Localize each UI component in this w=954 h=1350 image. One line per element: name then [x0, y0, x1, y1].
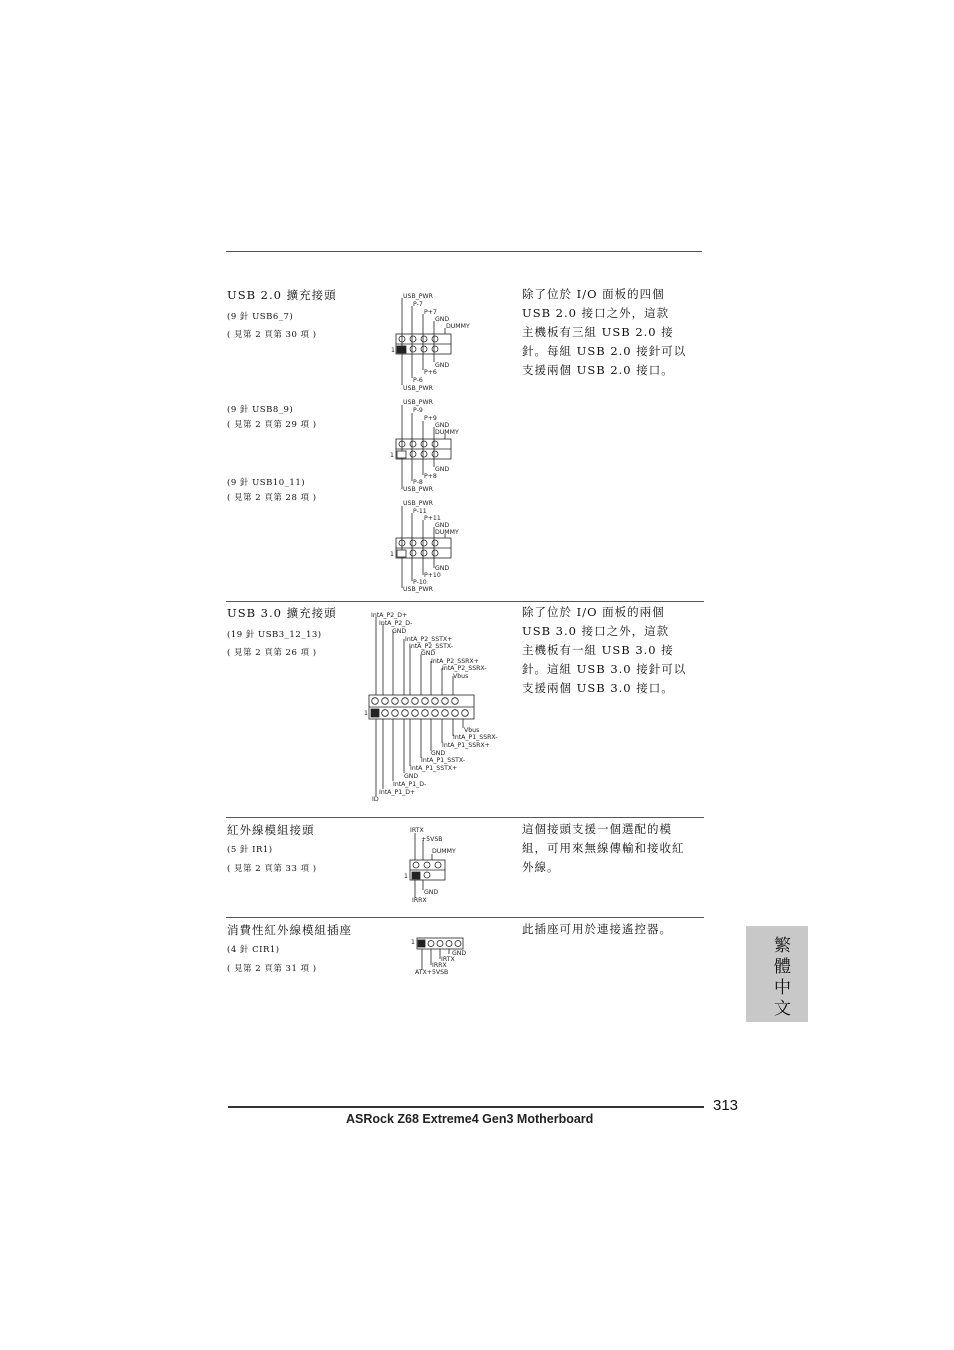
- svg-text:GND: GND: [392, 628, 407, 635]
- svg-text:GND: GND: [421, 650, 436, 657]
- cir-header-diagram: [410, 934, 480, 979]
- svg-text:GND: GND: [404, 773, 419, 780]
- svg-text:USB_PWR: USB_PWR: [403, 385, 433, 392]
- section-pin-info: (9 針 USB10_11): [227, 478, 306, 488]
- section-page-ref: ( 見第 2 頁第 30 項 ): [227, 330, 317, 340]
- svg-text:P-11: P-11: [413, 508, 427, 515]
- section-title: 紅外線模組接頭: [227, 823, 315, 837]
- section-description: 除了位於 I/O 面板的兩個 USB 3.0 接口之外，這款 主機板有一組 USB 3.0 接 針。這組 USB 3.0 接針可以 支援兩個 USB 3.0 接口。: [522, 605, 687, 695]
- svg-text:IntA_P2_SSRX-: IntA_P2_SSRX-: [442, 665, 487, 672]
- svg-text:USB_PWR: USB_PWR: [403, 586, 433, 593]
- top-rule: [226, 251, 702, 252]
- svg-text:P-7: P-7: [413, 301, 423, 308]
- svg-text:1: 1: [390, 551, 394, 558]
- svg-text:USB_PWR: USB_PWR: [403, 399, 433, 406]
- section-page-ref: ( 見第 2 頁第 26 項 ): [227, 648, 317, 658]
- svg-text:P+11: P+11: [424, 515, 441, 522]
- section-title: USB 2.0 擴充接頭: [227, 288, 337, 302]
- svg-text:IntA_P1_SSRX+: IntA_P1_SSRX+: [442, 742, 490, 749]
- usb20-header-diagram: [388, 290, 488, 395]
- svg-text:Vbus: Vbus: [464, 727, 480, 734]
- section-pin-info: (9 針 USB8_9): [227, 405, 294, 415]
- svg-text:IRTX: IRTX: [410, 827, 424, 834]
- svg-text:DUMMY: DUMMY: [432, 848, 456, 855]
- svg-text:DUMMY: DUMMY: [435, 429, 459, 436]
- svg-text:GND: GND: [435, 522, 450, 529]
- svg-text:GND: GND: [452, 950, 467, 957]
- svg-text:IRRX: IRRX: [432, 962, 447, 969]
- svg-text:DUMMY: DUMMY: [435, 529, 459, 536]
- section-pin-info: (4 針 CIR1): [227, 945, 280, 955]
- page-number: 313: [713, 1097, 739, 1114]
- svg-text:P-10: P-10: [413, 579, 427, 586]
- section-title: USB 3.0 擴充接頭: [227, 606, 337, 620]
- svg-text:IntA_P2_D-: IntA_P2_D-: [379, 620, 413, 627]
- svg-text:DUMMY: DUMMY: [446, 323, 470, 330]
- svg-text:P+10: P+10: [424, 572, 441, 579]
- svg-text:IntA_P2_SSRX+: IntA_P2_SSRX+: [431, 658, 479, 665]
- section-page-ref: ( 見第 2 頁第 31 項 ): [227, 964, 317, 974]
- svg-text:IRTX: IRTX: [441, 956, 455, 963]
- section-description: 這個接頭支援一個選配的模 組，可用來無線傳輸和接收紅 外線。: [522, 822, 685, 874]
- svg-text:Vbus: Vbus: [453, 673, 469, 680]
- svg-text:1: 1: [391, 347, 395, 354]
- usb20-header-diagram: [388, 397, 488, 497]
- svg-text:1: 1: [364, 710, 368, 717]
- usb30-header-diagram: [364, 608, 504, 808]
- svg-text:IntA_P2_SSTX-: IntA_P2_SSTX-: [409, 643, 454, 650]
- section-page-ref: ( 見第 2 頁第 28 項 ): [227, 493, 317, 503]
- ir-header-diagram: [404, 824, 474, 906]
- svg-text:IRRX: IRRX: [412, 897, 427, 904]
- section-pin-info: (9 針 USB6_7): [227, 312, 294, 322]
- svg-text:ATX+5VSB: ATX+5VSB: [415, 969, 449, 976]
- svg-text:P+6: P+6: [424, 369, 437, 376]
- section-divider: [226, 817, 704, 818]
- section-page-ref: ( 見第 2 頁第 33 項 ): [227, 864, 317, 874]
- section-description: 此插座可用於連接遙控器。: [522, 922, 672, 936]
- footer-title: ASRock Z68 Extreme4 Gen3 Motherboard: [346, 1112, 594, 1126]
- svg-text:1: 1: [390, 452, 394, 459]
- svg-text:IntA_P2_SSTX+: IntA_P2_SSTX+: [405, 636, 453, 643]
- svg-text:GND: GND: [435, 466, 450, 473]
- svg-text:P+7: P+7: [424, 309, 437, 316]
- svg-text:IntA_P1_D-: IntA_P1_D-: [393, 781, 427, 788]
- svg-text:P-6: P-6: [413, 377, 423, 384]
- svg-text:P-9: P-9: [413, 407, 423, 414]
- svg-text:IntA_P1_SSTX-: IntA_P1_SSTX-: [421, 757, 466, 764]
- svg-text:USB_PWR: USB_PWR: [403, 500, 433, 507]
- svg-text:P-8: P-8: [413, 479, 423, 486]
- svg-text:USB_PWR: USB_PWR: [403, 486, 433, 493]
- section-pin-info: (19 針 USB3_12_13): [227, 630, 322, 640]
- section-divider: [226, 917, 704, 918]
- svg-text:IntA_P1_SSTX+: IntA_P1_SSTX+: [410, 765, 458, 772]
- svg-text:GND: GND: [424, 889, 439, 896]
- footer-rule: [228, 1106, 704, 1108]
- svg-text:IntA_P1_SSRX-: IntA_P1_SSRX-: [453, 734, 498, 741]
- svg-text:1: 1: [404, 873, 408, 880]
- svg-text:ID: ID: [372, 796, 379, 803]
- svg-text:USB_PWR: USB_PWR: [403, 293, 433, 300]
- language-side-tab: 繁體中文: [746, 926, 808, 1022]
- svg-text:IntA_P2_D+: IntA_P2_D+: [371, 612, 408, 619]
- svg-text:+5VSB: +5VSB: [421, 836, 443, 843]
- section-title: 消費性紅外線模組插座: [227, 923, 352, 937]
- usb20-header-diagram: [388, 498, 488, 596]
- svg-text:GND: GND: [435, 565, 450, 572]
- svg-text:1: 1: [411, 939, 415, 946]
- section-pin-info: (5 針 IR1): [227, 845, 273, 855]
- svg-text:P+9: P+9: [424, 415, 437, 422]
- section-page-ref: ( 見第 2 頁第 29 項 ): [227, 420, 317, 430]
- section-description: 除了位於 I/O 面板的四個 USB 2.0 接口之外，這款 主機板有三組 USB 2.0 接 針。每組 USB 2.0 接針可以 支援兩個 USB 2.0 接口。: [522, 287, 687, 377]
- svg-text:P+8: P+8: [424, 473, 437, 480]
- svg-text:GND: GND: [435, 362, 450, 369]
- svg-text:GND: GND: [435, 422, 450, 429]
- svg-text:GND: GND: [435, 316, 450, 323]
- svg-text:GND: GND: [431, 750, 446, 757]
- section-divider: [226, 601, 704, 602]
- svg-text:IntA_P1_D+: IntA_P1_D+: [379, 789, 416, 796]
